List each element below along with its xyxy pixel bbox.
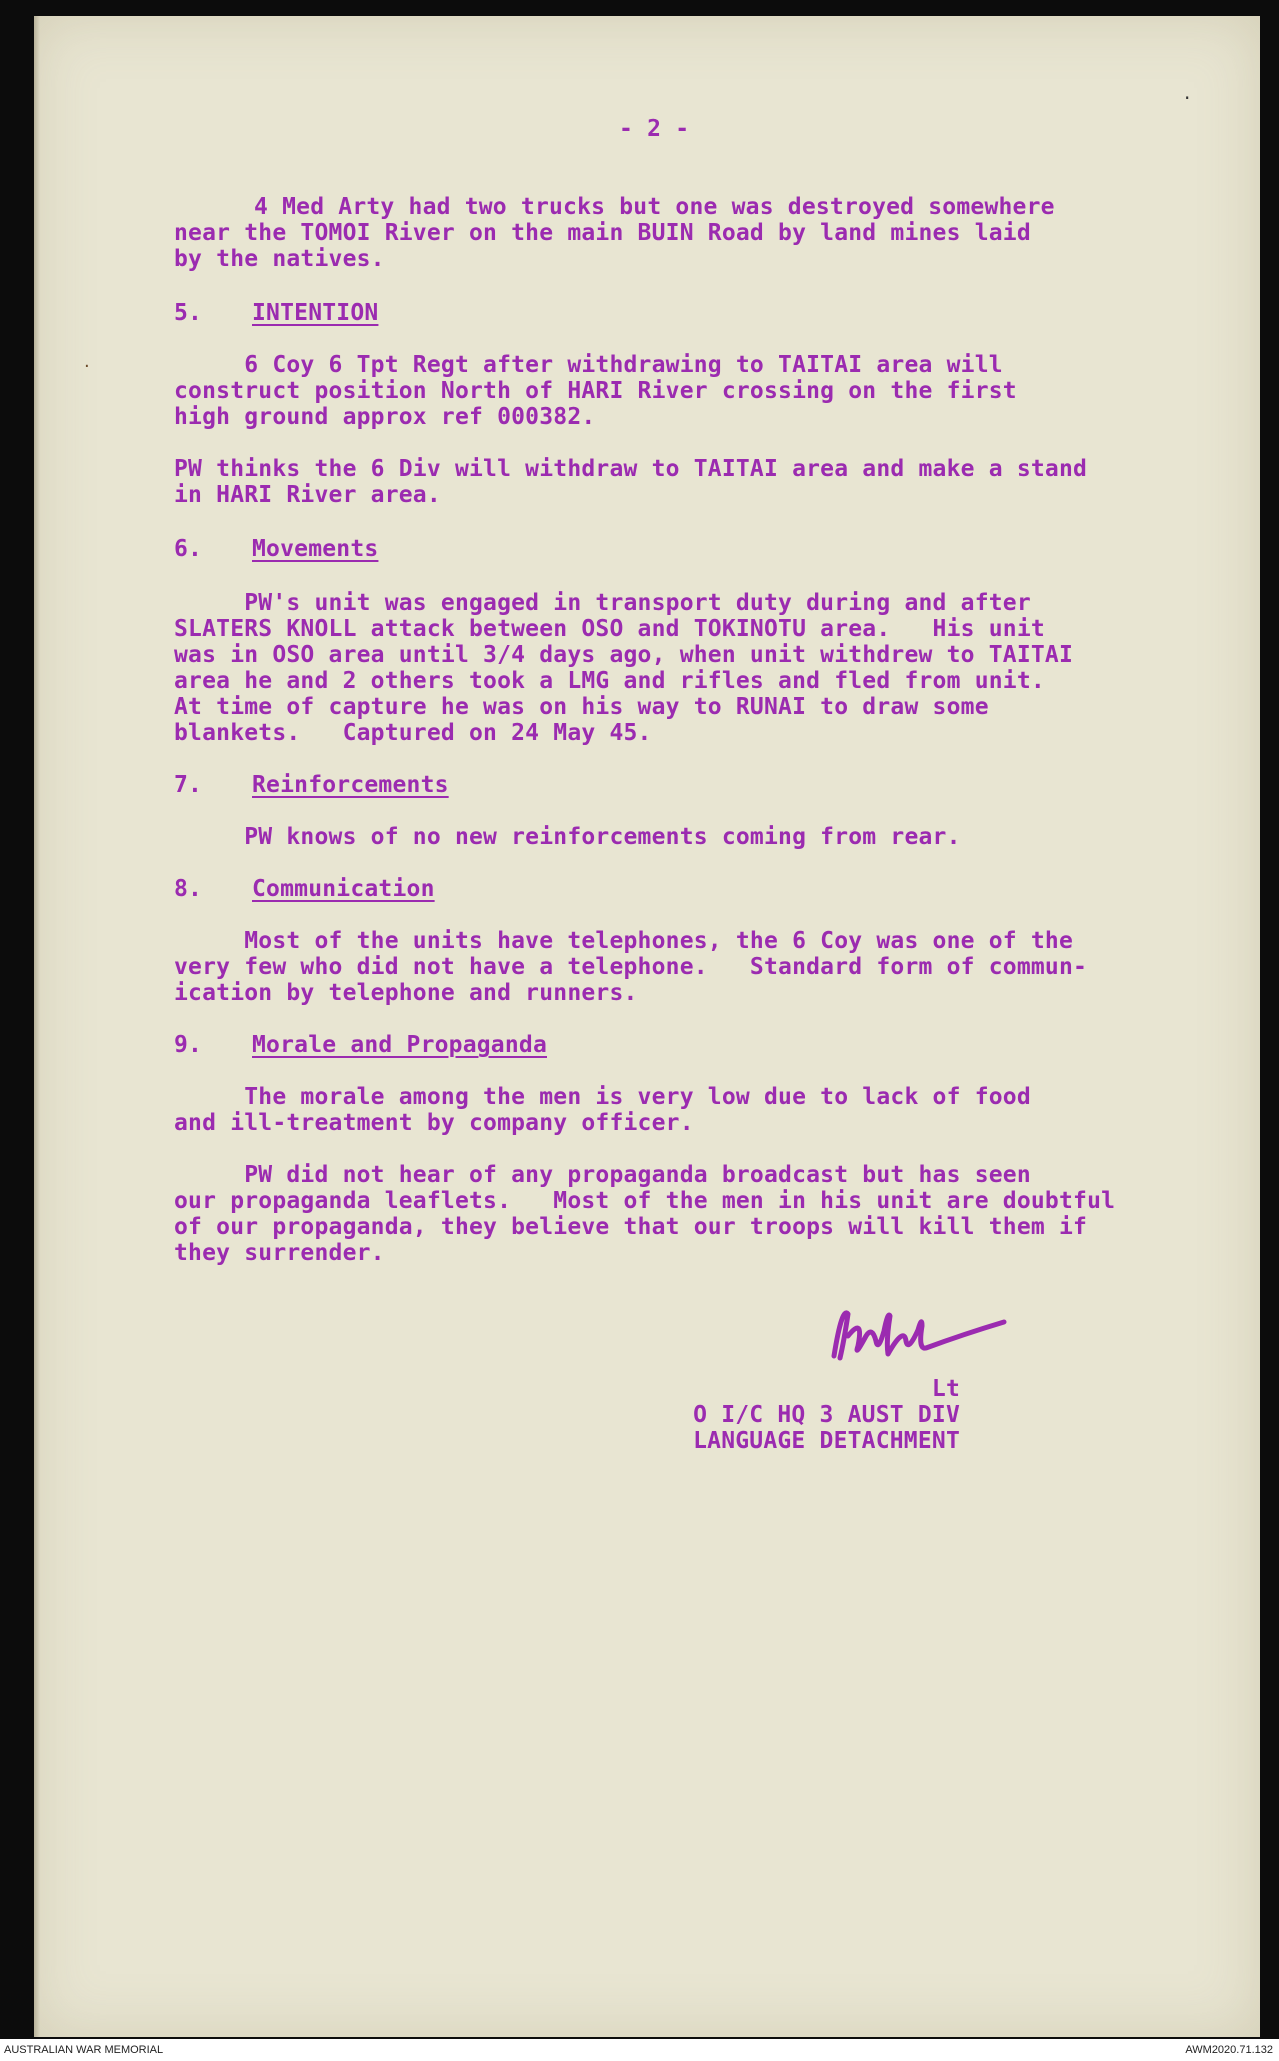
footer-institution: AUSTRALIAN WAR MEMORIAL xyxy=(4,2044,164,2056)
signature-rank: Lt xyxy=(931,1376,960,1402)
intro-line: 4 Med Arty had two trucks but one was destroyed somewhere xyxy=(254,194,1055,220)
body-line: was in OSO area until 3/4 days ago, when unit withdrew to TAITAI xyxy=(174,642,1074,668)
section-heading: Movements xyxy=(252,536,379,562)
body-line: SLATERS KNOLL attack between OSO and TOKINOTU area. His unit xyxy=(174,616,1045,642)
body-line: and ill-treatment by company officer. xyxy=(174,1110,694,1136)
section-heading: Reinforcements xyxy=(252,772,449,798)
footer-accession-number: AWM2020.71.132 xyxy=(1185,2044,1273,2056)
footer-bar xyxy=(0,2039,1279,2061)
intro-line: by the natives. xyxy=(174,246,385,272)
page-number: - 2 - xyxy=(619,116,690,142)
body-line: PW knows of no new reinforcements coming from rear. xyxy=(174,824,961,850)
body-line: construct position North of HARI River crossing on the first xyxy=(174,378,1017,404)
signature-unit: LANGUAGE DETACHMENT xyxy=(693,1428,960,1454)
body-line: At time of capture he was on his way to RUNAI to draw some xyxy=(174,694,989,720)
section-number: 8. xyxy=(174,876,203,902)
body-line: our propaganda leaflets. Most of the men in his unit are doubtful xyxy=(174,1188,1116,1214)
page-edge xyxy=(34,16,40,2037)
body-line: PW did not hear of any propaganda broadcast but has seen xyxy=(174,1162,1031,1188)
section-number: 5. xyxy=(174,300,203,326)
section-number: 7. xyxy=(174,772,203,798)
body-line: PW thinks the 6 Div will withdraw to TAITAI area and make a stand xyxy=(174,456,1088,482)
document-page xyxy=(34,16,1260,2037)
body-line: Most of the units have telephones, the 6 Coy was one of the xyxy=(174,928,1074,954)
section-number: 6. xyxy=(174,536,203,562)
body-line: blankets. Captured on 24 May 45. xyxy=(174,720,652,746)
body-line: 6 Coy 6 Tpt Regt after withdrawing to TAITAI area will xyxy=(174,352,1003,378)
body-line: PW's unit was engaged in transport duty during and after xyxy=(174,590,1031,616)
body-line: of our propaganda, they believe that our troops will kill them if xyxy=(174,1214,1088,1240)
body-line: in HARI River area. xyxy=(174,482,441,508)
body-line: high ground approx ref 000382. xyxy=(174,404,596,430)
intro-line: near the TOMOI River on the main BUIN Road by land mines laid xyxy=(174,220,1031,246)
section-heading: Morale and Propaganda xyxy=(252,1032,547,1058)
body-line: ication by telephone and runners. xyxy=(174,980,638,1006)
signature-title: O I/C HQ 3 AUST DIV xyxy=(693,1402,960,1428)
margin-mark: · xyxy=(1184,86,1191,110)
margin-mark: · xyxy=(84,356,90,377)
body-line: they surrender. xyxy=(174,1240,385,1266)
body-line: The morale among the men is very low due to lack of food xyxy=(174,1084,1031,1110)
section-number: 9. xyxy=(174,1032,203,1058)
section-heading: Communication xyxy=(252,876,435,902)
body-line: very few who did not have a telephone. Standard form of commun- xyxy=(174,954,1088,980)
section-heading: INTENTION xyxy=(252,300,379,326)
body-line: area he and 2 others took a LMG and rifles and fled from unit. xyxy=(174,668,1045,694)
handwritten-signature xyxy=(814,1286,1014,1386)
